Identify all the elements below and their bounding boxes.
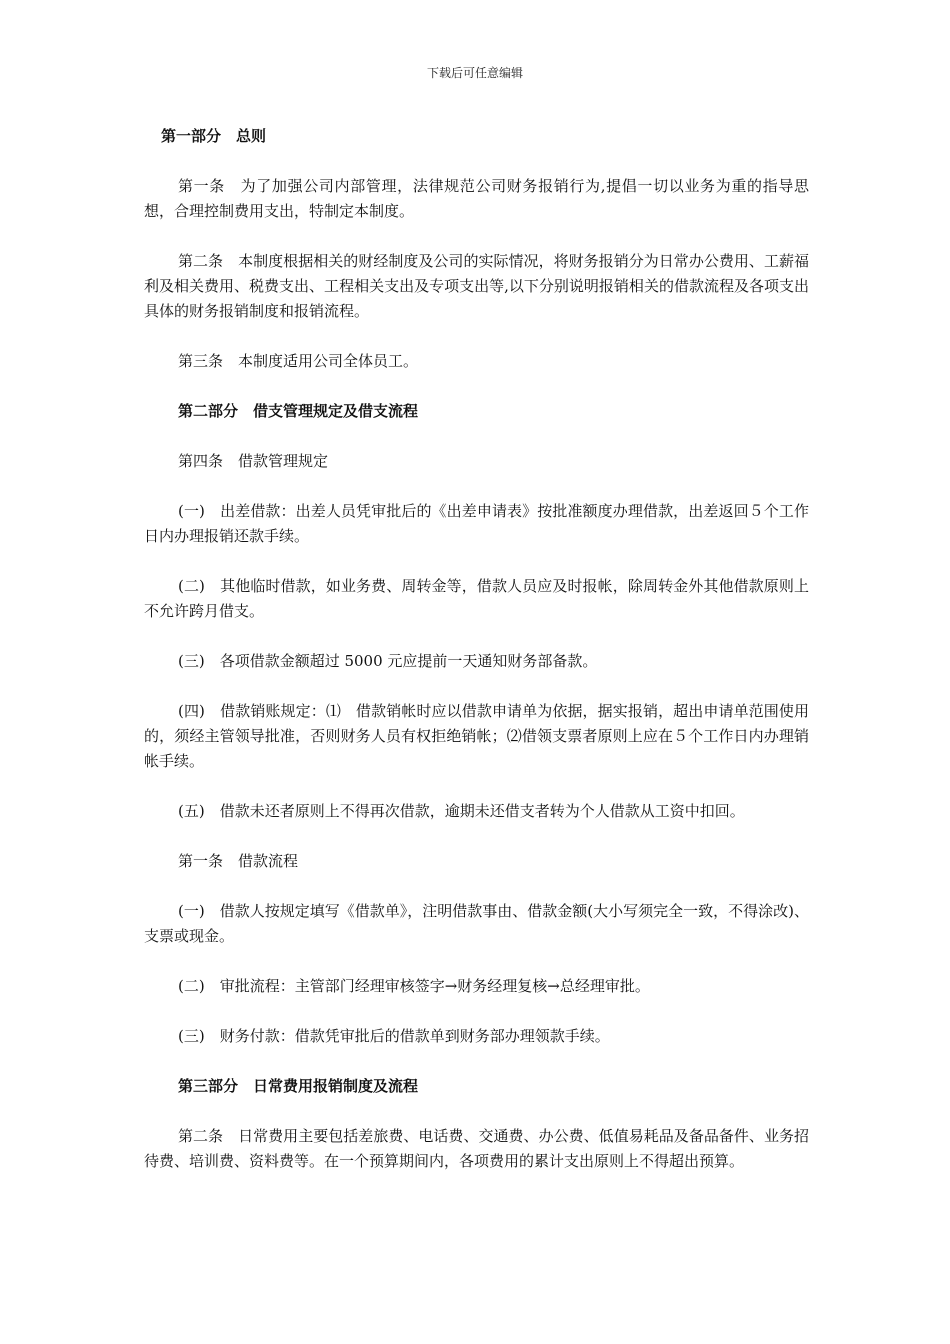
article-1: 第一条 为了加强公司内部管理，法律规范公司财务报销行为,提倡一切以业务为重的指导思想，合理控制费用支出，特制定本制度。	[144, 177, 809, 220]
loan-rule-2: (二) 其他临时借款，如业务费、周转金等，借款人员应及时报帐，除周转金外其他借款原则上不允许跨月借支。	[144, 577, 809, 620]
document-body	[144, 124, 809, 1199]
page-header: 下载后可任意编辑	[426, 66, 523, 80]
part-two-title: 第二部分 借支管理规定及借支流程	[178, 402, 419, 420]
article-2: 第二条 本制度根据相关的财经制度及公司的实际情况，将财务报销分为日常办公费用、工薪福利及相关费用、税费支出、工程相关支出及专项支出等,以下分别说明报销相关的借款流程及各项支出具体的财务报销制度和报销流程。	[144, 252, 809, 320]
loan-process-article: 第一条 借款流程	[178, 852, 299, 870]
article-4: 第四条 借款管理规定	[178, 452, 329, 470]
loan-rule-3: (三) 各项借款金额超过 5000 元应提前一天通知财务部备款。	[178, 652, 598, 670]
part-one-title: 第一部分 总则	[161, 127, 267, 145]
loan-rule-4: (四) 借款销账规定：⑴ 借款销帐时应以借款申请单为依据，据实报销，超出申请单范围使用的，须经主管领导批准，否则财务人员有权拒绝销帐；⑵借领支票者原则上应在５个工作日内办理销帐手续。	[144, 702, 809, 770]
loan-rule-5: (五) 借款未还者原则上不得再次借款，逾期未还借支者转为个人借款从工资中扣回。	[178, 802, 745, 820]
part-three-title: 第三部分 日常费用报销制度及流程	[178, 1077, 419, 1095]
loan-process-step-2: (二) 审批流程：主管部门经理审核签字→财务经理复核→总经理审批。	[178, 977, 650, 995]
loan-process-step-1: (一) 借款人按规定填写《借款单》，注明借款事由、借款金额(大小写须完全一致，不得涂改)、支票或现金。	[144, 902, 809, 945]
loan-process-step-3: (三) 财务付款：借款凭审批后的借款单到财务部办理领款手续。	[178, 1027, 610, 1045]
daily-expense-article: 第二条 日常费用主要包括差旅费、电话费、交通费、办公费、低值易耗品及备品备件、业务招待费、培训费、资料费等。在一个预算期间内，各项费用的累计支出原则上不得超出预算。	[144, 1127, 809, 1170]
loan-rule-1: (一) 出差借款：出差人员凭审批后的《出差申请表》按批准额度办理借款，出差返回５个工作日内办理报销还款手续。	[144, 502, 809, 545]
article-3: 第三条 本制度适用公司全体员工。	[178, 352, 419, 370]
